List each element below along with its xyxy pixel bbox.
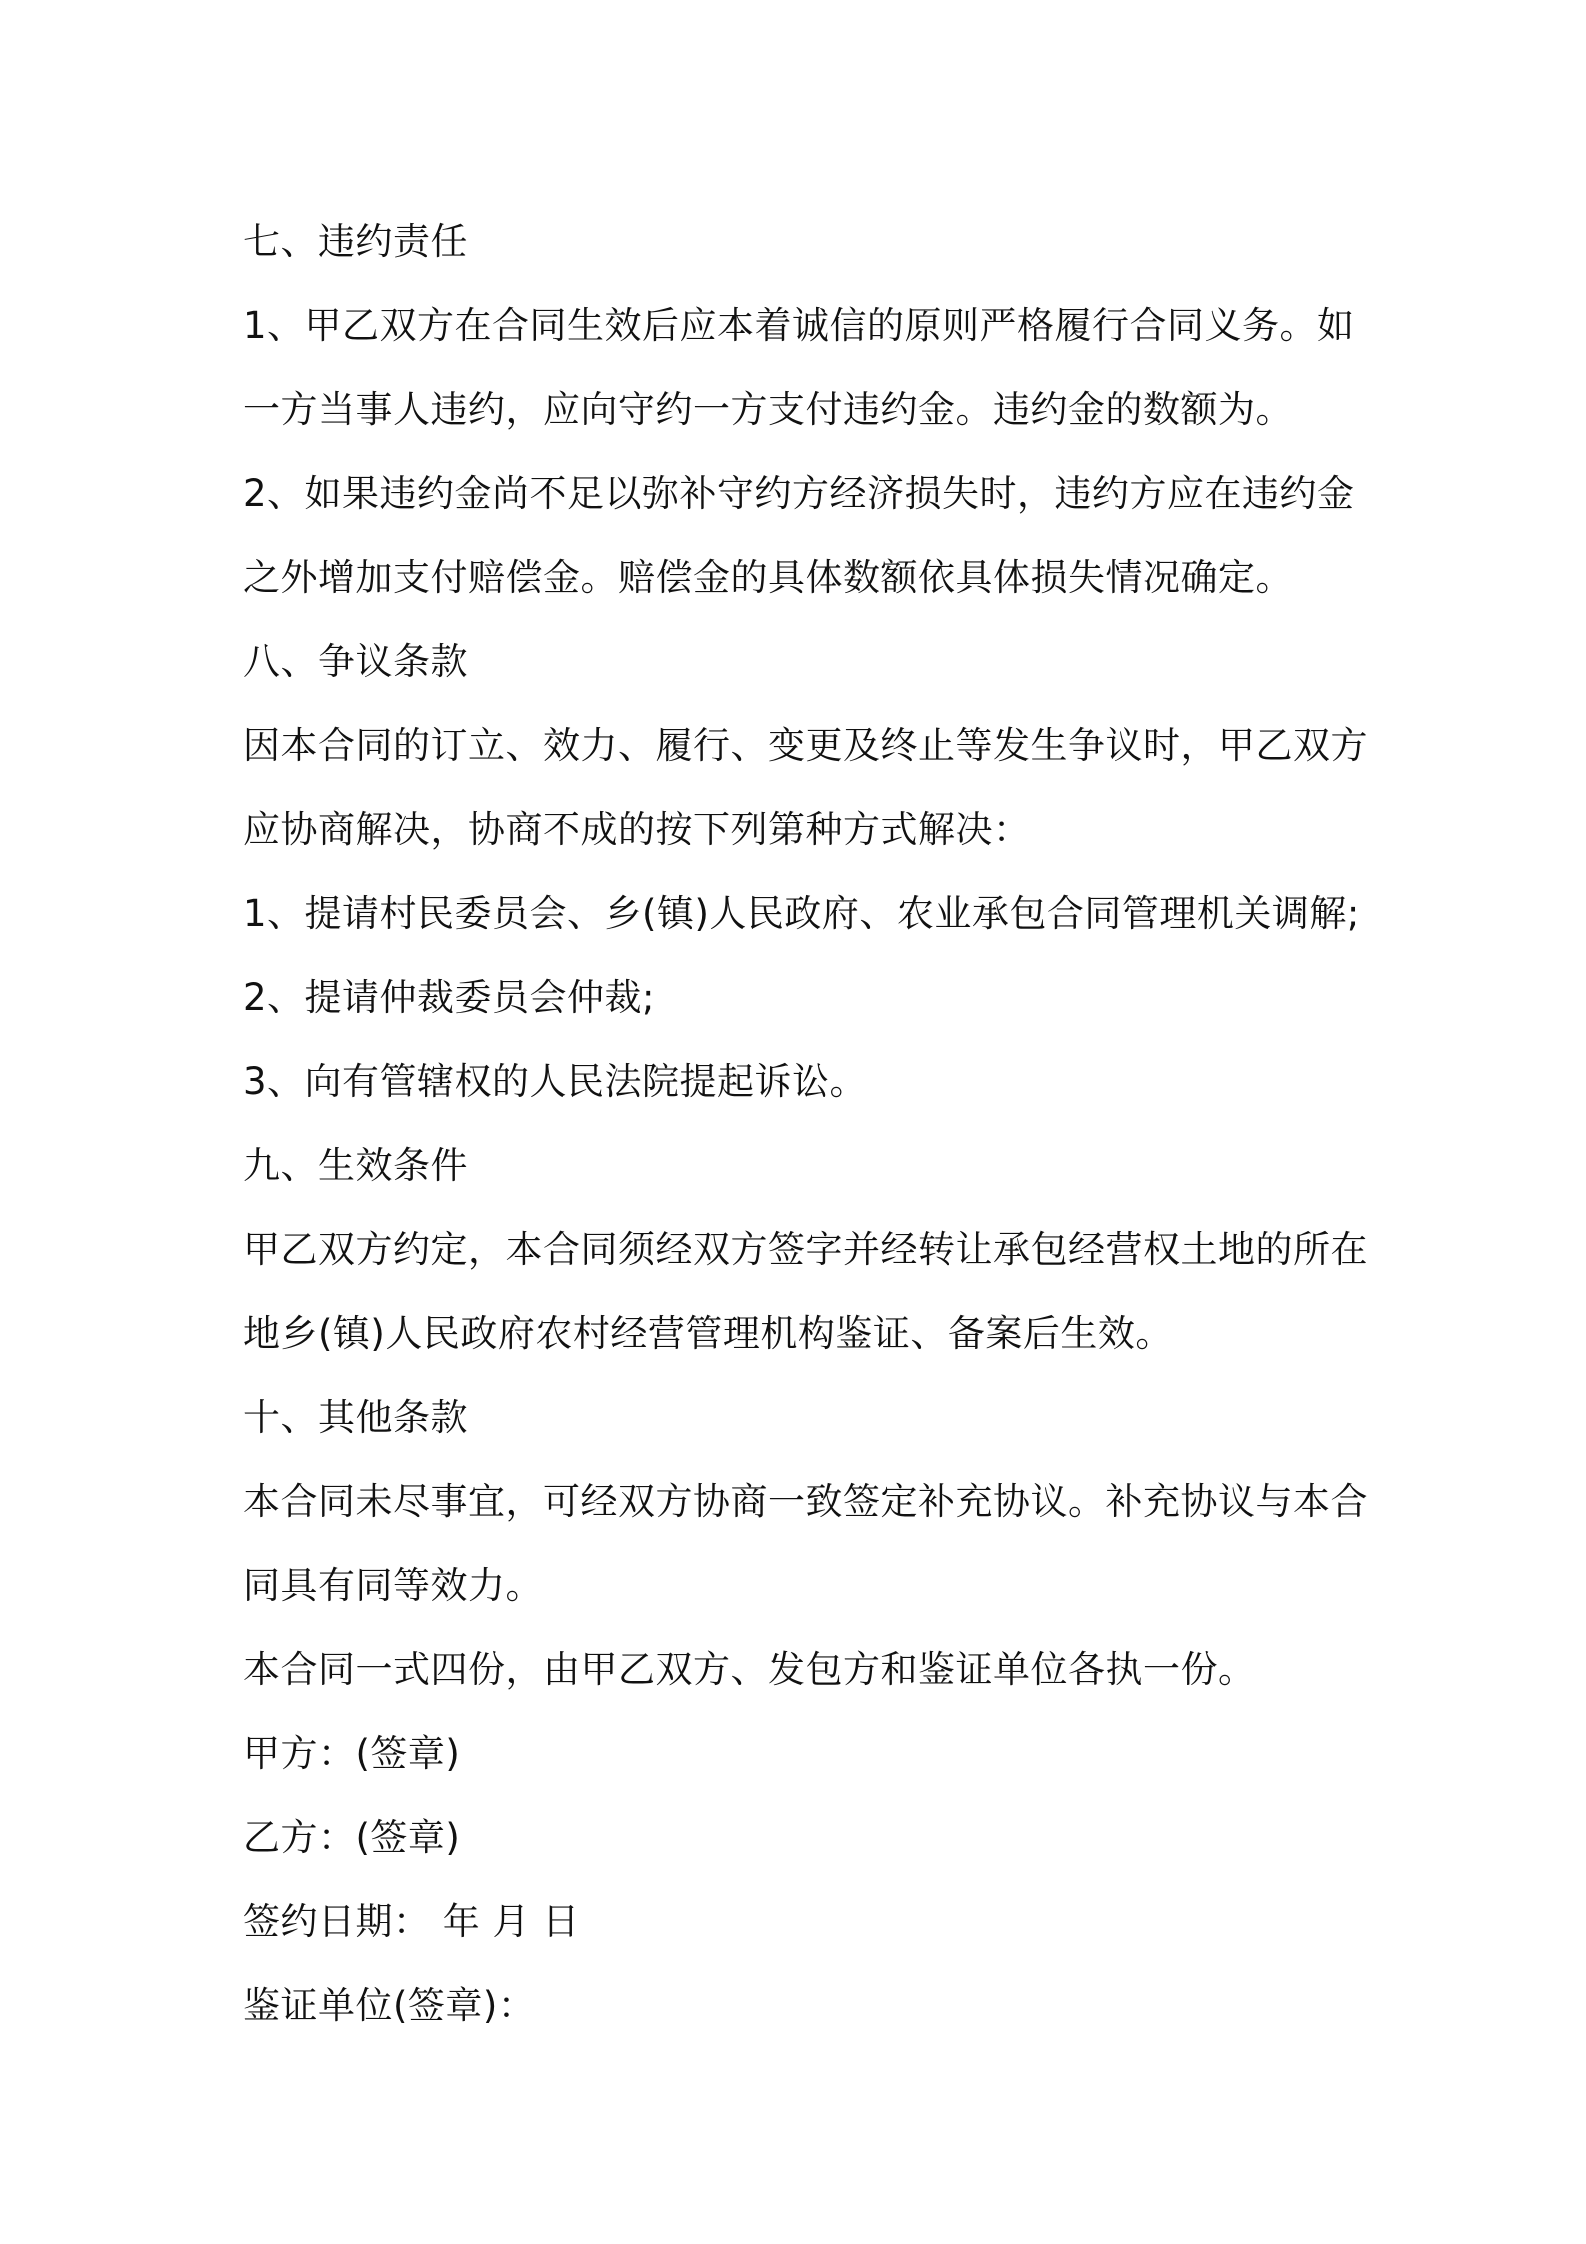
signing-date: 签约日期： 年 月 日	[243, 1900, 580, 1943]
section-heading-breach-liability: 七、违约责任	[243, 220, 468, 263]
section-heading-other-terms: 十、其他条款	[243, 1396, 468, 1439]
paragraph-line: 1、甲乙双方在合同生效后应本着诚信的原则严格履行合同义务。如	[243, 304, 1355, 347]
signature-party-b: 乙方：(签章)	[243, 1816, 461, 1859]
paragraph-line: 因本合同的订立、效力、履行、变更及终止等发生争议时，甲乙双方	[243, 724, 1368, 767]
paragraph-line: 2、如果违约金尚不足以弥补守约方经济损失时，违约方应在违约金	[243, 472, 1355, 515]
paragraph-line: 应协商解决，协商不成的按下列第种方式解决：	[243, 808, 1031, 851]
section-heading-dispute-clause: 八、争议条款	[243, 640, 468, 683]
paragraph-line: 甲乙双方约定，本合同须经双方签字并经转让承包经营权土地的所在	[243, 1228, 1368, 1271]
paragraph-line: 同具有同等效力。	[243, 1564, 543, 1607]
paragraph-line: 本合同一式四份，由甲乙双方、发包方和鉴证单位各执一份。	[243, 1648, 1256, 1691]
paragraph-line: 本合同未尽事宜，可经双方协商一致签定补充协议。补充协议与本合	[243, 1480, 1368, 1523]
list-item: 1、提请村民委员会、乡(镇)人民政府、农业承包合同管理机关调解;	[243, 892, 1360, 935]
list-item: 3、向有管辖权的人民法院提起诉讼。	[243, 1060, 868, 1103]
paragraph-line: 地乡(镇)人民政府农村经营管理机构鉴证、备案后生效。	[243, 1312, 1173, 1355]
certification-unit-seal: 鉴证单位(签章)：	[243, 1984, 536, 2027]
paragraph-line: 一方当事人违约，应向守约一方支付违约金。违约金的数额为。	[243, 388, 1293, 431]
signature-party-a: 甲方：(签章)	[243, 1732, 461, 1775]
section-heading-effective-conditions: 九、生效条件	[243, 1144, 468, 1187]
list-item: 2、提请仲裁委员会仲裁;	[243, 976, 656, 1019]
paragraph-line: 之外增加支付赔偿金。赔偿金的具体数额依具体损失情况确定。	[243, 556, 1293, 599]
